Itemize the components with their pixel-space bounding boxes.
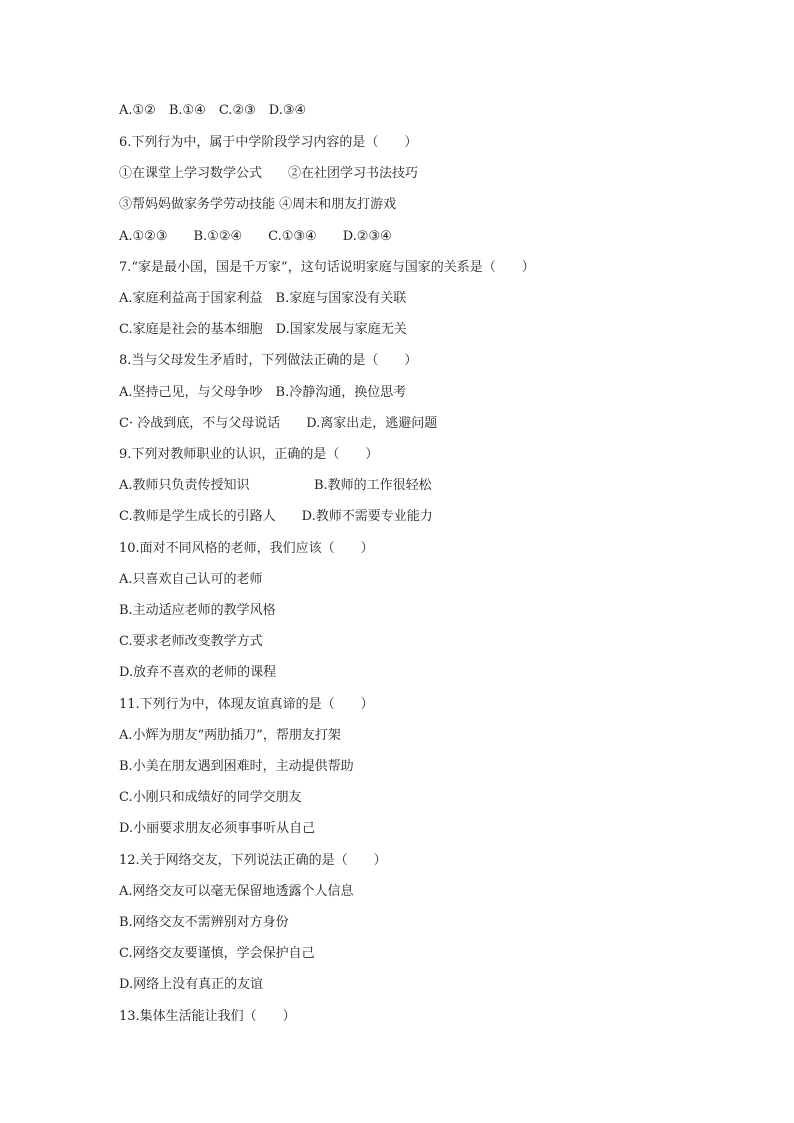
q9-option-a: A.教师只负责传授知识 <box>119 478 250 493</box>
q12-option-d: D.网络上没有真正的友谊 <box>119 977 264 992</box>
q6-items-1-2: ①在课堂上学习数学公式 ②在社团学习书法技巧 <box>119 166 419 181</box>
q11-option-a: A.小辉为朋友“两肋插刀”，帮朋友打架 <box>119 728 341 743</box>
q13-stem: 13.集体生活能让我们（ ） <box>119 1009 296 1024</box>
q8-stem: 8.当与父母发生矛盾时，下列做法正确的是（ ） <box>119 353 418 368</box>
q9-option-b: B.教师的工作很轻松 <box>314 478 432 493</box>
q10-option-a: A.只喜欢自己认可的老师 <box>119 572 263 587</box>
q9-options-cd: C.教师是学生成长的引路人 D.教师不需要专业能力 <box>119 509 433 524</box>
q12-option-b: B.网络交友不需辨别对方身份 <box>119 915 289 930</box>
q10-stem: 10.面对不同风格的老师，我们应该（ ） <box>119 541 374 556</box>
q7-options-cd: C.家庭是社会的基本细胞 D.国家发展与家庭无关 <box>119 322 407 337</box>
q10-option-c: C.要求老师改变教学方式 <box>119 634 263 649</box>
q7-stem: 7.“家是最小国，国是千万家”，这句话说明家庭与国家的关系是（ ） <box>119 260 535 275</box>
q8-options-cd: C· 冷战到底，不与父母说话 D.离家出走，逃避问题 <box>119 416 438 431</box>
q11-option-c: C.小刚只和成绩好的同学交朋友 <box>119 790 302 805</box>
q6-items-3-4: ③帮妈妈做家务学劳动技能 ④周末和朋友打游戏 <box>119 197 397 212</box>
q11-option-b: B.小美在朋友遇到困难时，主动提供帮助 <box>119 759 354 774</box>
q12-option-a: A.网络交友可以毫无保留地透露个人信息 <box>119 884 354 899</box>
q11-stem: 11.下列行为中，体现友谊真谛的是（ ） <box>119 697 374 712</box>
q5-options: A.①② B.①④ C.②③ D.③④ <box>119 103 307 118</box>
q9-stem: 9.下列对教师职业的认识，正确的是（ ） <box>119 447 379 462</box>
q12-option-c: C.网络交友要谨慎，学会保护自己 <box>119 946 315 961</box>
q10-option-d: D.放弃不喜欢的老师的课程 <box>119 665 277 680</box>
q7-options-ab: A.家庭利益高于国家利益 B.家庭与国家没有关联 <box>119 291 407 306</box>
q6-options: A.①②③ B.①②④ C.①③④ D.②③④ <box>119 229 392 244</box>
q12-stem: 12.关于网络交友，下列说法正确的是（ ） <box>119 853 387 868</box>
q8-options-ab: A.坚持己见，与父母争吵 B.冷静沟通，换位思考 <box>119 385 407 400</box>
q11-option-d: D.小丽要求朋友必须事事听从自己 <box>119 821 316 836</box>
q6-stem: 6.下列行为中，属于中学阶段学习内容的是（ ） <box>119 135 418 150</box>
q10-option-b: B.主动适应老师的教学风格 <box>119 603 276 618</box>
